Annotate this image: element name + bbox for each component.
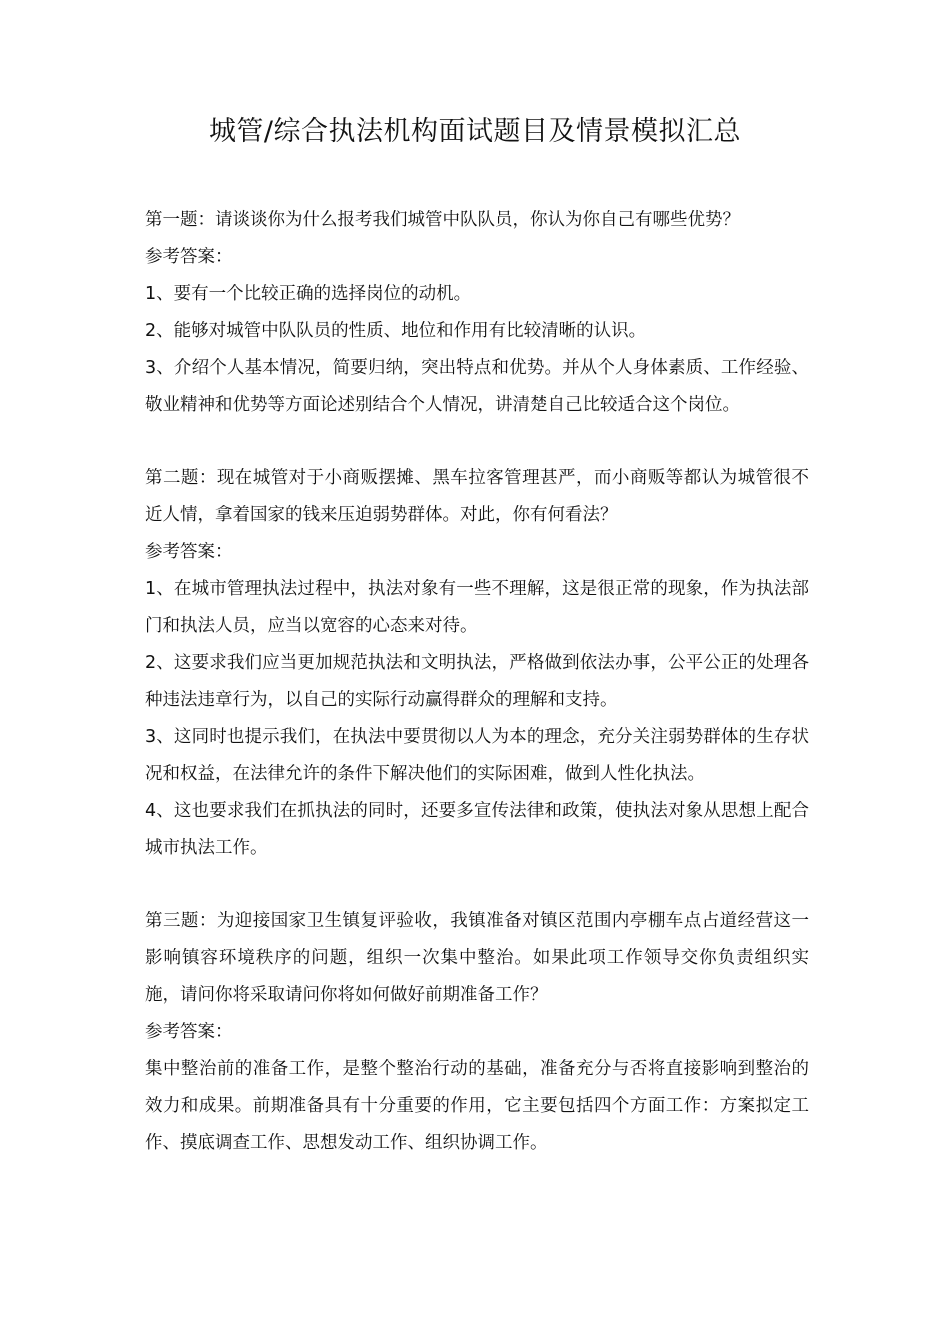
answer-item: 集中整治前的准备工作，是整个整治行动的基础，准备充分与否将直接影响到整治的效力和成果。前期准备具有十分重要的作用，它主要包括四个方面工作：方案拟定工作、摸底调查工作、思想发动工作、组织协调工作。 (145, 1059, 809, 1153)
answer-item: 3、这同时也提示我们，在执法中要贯彻以人为本的理念，充分关注弱势群体的生存状况和权益，在法律允许的条件下解决他们的实际困难，做到人性化执法。 (145, 727, 809, 784)
question-section-1 (145, 202, 809, 424)
answer-item: 2、能够对城管中队队员的性质、地位和作用有比较清晰的认识。 (145, 321, 647, 341)
question-text: 第二题：现在城管对于小商贩摆摊、黑车拉客管理甚严，而小商贩等都认为城管很不近人情，拿着国家的钱来压迫弱势群体。对此，你有何看法？ (145, 468, 809, 525)
question-text: 第三题：为迎接国家卫生镇复评验收，我镇准备对镇区范围内亭棚车点占道经营这一影响镇容环境秩序的问题，组织一次集中整治。如果此项工作领导交你负责组织实施，请问你将采取请问你将如何做好前期准备工作？ (145, 911, 809, 1005)
answer-item: 4、这也要求我们在抓执法的同时，还要多宣传法律和政策，使执法对象从思想上配合城市执法工作。 (145, 801, 809, 858)
answer-item: 1、在城市管理执法过程中，执法对象有一些不理解，这是很正常的现象，作为执法部门和执法人员，应当以宽容的心态来对待。 (145, 579, 809, 636)
question-text: 第一题：请谈谈你为什么报考我们城管中队队员，你认为你自己有哪些优势？ (145, 210, 740, 230)
document-title: 城管/综合执法机构面试题目及情景模拟汇总 (208, 116, 742, 147)
answer-label: 参考答案： (145, 1022, 233, 1042)
answer-label: 参考答案： (145, 542, 233, 562)
answer-label: 参考答案： (145, 247, 233, 267)
answer-item: 2、这要求我们应当更加规范执法和文明执法，严格做到依法办事，公平公正的处理各种违法违章行为，以自己的实际行动赢得群众的理解和支持。 (145, 653, 809, 710)
document-body (145, 202, 809, 1198)
answer-item: 1、要有一个比较正确的选择岗位的动机。 (145, 284, 472, 304)
question-section-2 (145, 460, 809, 867)
question-section-3 (145, 903, 809, 1162)
answer-item: 3、介绍个人基本情况，简要归纳，突出特点和优势。并从个人身体素质、工作经验、敬业精神和优势等方面论述别结合个人情况，讲清楚自己比较适合这个岗位。 (145, 358, 809, 415)
